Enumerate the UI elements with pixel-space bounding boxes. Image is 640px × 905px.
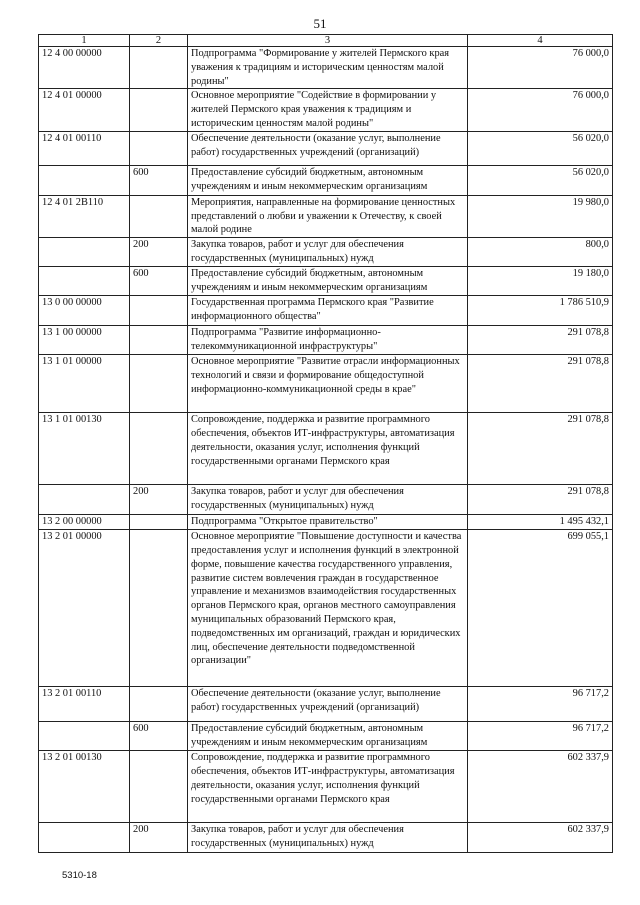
amount-cell: 19 180,0: [468, 267, 613, 296]
table-row: [39, 47, 613, 89]
expense-type-cell: [130, 687, 188, 722]
name-cell: Сопровождение, поддержка и развитие программного обеспечения, объектов ИТ-инфраструктуры, автоматизация деятельности, оказания услуг, исполнения функций государственными органами Пермского края: [188, 413, 468, 485]
amount-cell: 291 078,8: [468, 355, 613, 413]
amount-cell: 800,0: [468, 238, 613, 267]
amount-cell: 19 980,0: [468, 195, 613, 237]
expense-type-cell: [130, 47, 188, 89]
name-cell: Основное мероприятие "Повышение доступности и качества предоставления услуг и исполнения функций в электронной форме, повышение качества государственного управления, развитие систем вовлечения граждан в государственное управление и механизмов взаимодействия государственных органов Пермского края, органов местного самоуправления муниципальных образований Пермского края, подведомственных им организаций, граждан и юридических лиц, обеспечение деятельности подведомственной организации": [188, 530, 468, 687]
table-row: [39, 165, 613, 195]
amount-cell: 96 717,2: [468, 722, 613, 751]
table-row: [39, 751, 613, 823]
name-cell: Предоставление субсидий бюджетным, автономным учреждениям и иным некоммерческим организациям: [188, 267, 468, 296]
table-row: [39, 485, 613, 515]
column-header-2: 2: [130, 35, 188, 47]
document-footer-code: 5310-18: [62, 870, 97, 881]
name-cell: Обеспечение деятельности (оказание услуг, выполнение работ) государственных учреждений (организаций): [188, 687, 468, 722]
amount-cell: 76 000,0: [468, 47, 613, 89]
column-header-1: 1: [39, 35, 130, 47]
name-cell: Предоставление субсидий бюджетным, автономным учреждениям и иным некоммерческим организациям: [188, 165, 468, 195]
name-cell: Государственная программа Пермского края "Развитие информационного общества": [188, 296, 468, 326]
amount-cell: 56 020,0: [468, 131, 613, 165]
expense-type-cell: [130, 326, 188, 355]
page-number: 51: [313, 16, 327, 31]
table-row: [39, 413, 613, 485]
amount-cell: 602 337,9: [468, 823, 613, 853]
code-cell: 12 4 01 00000: [39, 89, 130, 131]
code-cell: 13 2 01 00000: [39, 530, 130, 687]
name-cell: Мероприятия, направленные на формирование ценностных представлений о любви и уважении к Отечеству, к своей малой родине: [188, 195, 468, 237]
table-row: [39, 267, 613, 296]
table-row: [39, 131, 613, 165]
name-cell: Основное мероприятие "Содействие в формировании у жителей Пермского края уважения к традициям и историческим ценностям малой родины": [188, 89, 468, 131]
code-cell: [39, 267, 130, 296]
amount-cell: 602 337,9: [468, 751, 613, 823]
expense-type-cell: [130, 413, 188, 485]
code-cell: 13 2 01 00130: [39, 751, 130, 823]
table-row: [39, 195, 613, 237]
expense-type-cell: 600: [130, 722, 188, 751]
code-cell: 12 4 01 00110: [39, 131, 130, 165]
expense-type-cell: [130, 195, 188, 237]
name-cell: Предоставление субсидий бюджетным, автономным учреждениям и иным некоммерческим организациям: [188, 722, 468, 751]
amount-cell: 291 078,8: [468, 326, 613, 355]
table-row: [39, 722, 613, 751]
table-row: [39, 530, 613, 687]
table-row: [39, 326, 613, 355]
code-cell: 13 1 00 00000: [39, 326, 130, 355]
code-cell: [39, 165, 130, 195]
budget-table: [38, 34, 613, 853]
table-row: [39, 89, 613, 131]
expense-type-cell: [130, 355, 188, 413]
column-header-3: 3: [188, 35, 468, 47]
expense-type-cell: [130, 751, 188, 823]
amount-cell: 1 786 510,9: [468, 296, 613, 326]
code-cell: 13 2 01 00110: [39, 687, 130, 722]
name-cell: Закупка товаров, работ и услуг для обеспечения государственных (муниципальных) нужд: [188, 823, 468, 853]
code-cell: 12 4 00 00000: [39, 47, 130, 89]
expense-type-cell: 600: [130, 165, 188, 195]
expense-type-cell: 600: [130, 267, 188, 296]
name-cell: Сопровождение, поддержка и развитие программного обеспечения, объектов ИТ-инфраструктуры, автоматизация деятельности, оказания услуг, исполнения функций государственными органами Пермского края: [188, 751, 468, 823]
expense-type-cell: 200: [130, 823, 188, 853]
code-cell: 13 1 01 00130: [39, 413, 130, 485]
column-header-row: [39, 35, 613, 47]
expense-type-cell: [130, 296, 188, 326]
amount-cell: 291 078,8: [468, 413, 613, 485]
amount-cell: 76 000,0: [468, 89, 613, 131]
amount-cell: 291 078,8: [468, 485, 613, 515]
name-cell: Подпрограмма "Формирование у жителей Пермского края уважения к традициям и историческим ценностям малой родины": [188, 47, 468, 89]
name-cell: Подпрограмма "Развитие информационно-телекоммуникационной инфраструктуры": [188, 326, 468, 355]
code-cell: [39, 485, 130, 515]
code-cell: [39, 823, 130, 853]
expense-type-cell: [130, 530, 188, 687]
code-cell: 13 1 01 00000: [39, 355, 130, 413]
name-cell: Обеспечение деятельности (оказание услуг, выполнение работ) государственных учреждений (организаций): [188, 131, 468, 165]
code-cell: 13 2 00 00000: [39, 515, 130, 530]
expense-type-cell: [130, 515, 188, 530]
name-cell: Закупка товаров, работ и услуг для обеспечения государственных (муниципальных) нужд: [188, 238, 468, 267]
amount-cell: 1 495 432,1: [468, 515, 613, 530]
name-cell: Основное мероприятие "Развитие отрасли информационных технологий и связи и формирование общедоступной информационно-коммуникационной среды в крае": [188, 355, 468, 413]
table-row: [39, 355, 613, 413]
code-cell: [39, 238, 130, 267]
table-row: [39, 687, 613, 722]
expense-type-cell: 200: [130, 485, 188, 515]
table-row: [39, 296, 613, 326]
expense-type-cell: [130, 131, 188, 165]
code-cell: [39, 722, 130, 751]
name-cell: Закупка товаров, работ и услуг для обеспечения государственных (муниципальных) нужд: [188, 485, 468, 515]
expense-type-cell: [130, 89, 188, 131]
expense-type-cell: 200: [130, 238, 188, 267]
table-row: [39, 238, 613, 267]
name-cell: Подпрограмма "Открытое правительство": [188, 515, 468, 530]
amount-cell: 699 055,1: [468, 530, 613, 687]
code-cell: 12 4 01 2В110: [39, 195, 130, 237]
column-header-4: 4: [468, 35, 613, 47]
amount-cell: 96 717,2: [468, 687, 613, 722]
amount-cell: 56 020,0: [468, 165, 613, 195]
code-cell: 13 0 00 00000: [39, 296, 130, 326]
table-row: [39, 515, 613, 530]
table-row: [39, 823, 613, 853]
